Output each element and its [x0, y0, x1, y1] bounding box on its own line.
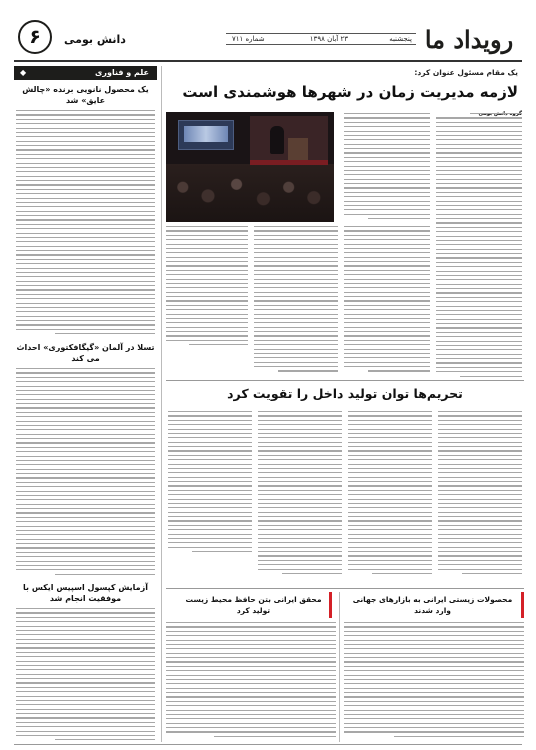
- middle-bottom-rule: [166, 588, 524, 589]
- middle-title: تحریم‌ها توان تولید داخل را تقویت کرد: [227, 386, 463, 401]
- weekday: پنجشنبه: [389, 35, 412, 43]
- middle-story: [166, 383, 524, 583]
- middle-col-2: [348, 411, 432, 579]
- lead-story: [166, 66, 524, 378]
- lead-col-2: [344, 113, 430, 223]
- photo-speaker: [270, 126, 284, 154]
- sidebar-story3-text: [16, 608, 155, 742]
- masthead-rule: [14, 60, 522, 62]
- date-strip: [226, 33, 416, 45]
- lead-col-3: [344, 226, 430, 378]
- photo-podium: [288, 138, 308, 160]
- story-b-title: محقق ایرانی بتن حافظ محیط زیست تولید کرد: [185, 595, 322, 615]
- sidebar-divider: [161, 66, 162, 742]
- sidebar-story1-text: [16, 110, 155, 337]
- publish-date: ۲۳ آبان ۱۳۹۸: [309, 35, 348, 43]
- bottom-divider: [339, 592, 340, 742]
- story-b-text: [166, 622, 336, 742]
- middle-col-3: [258, 411, 342, 579]
- page-bottom-rule: [14, 744, 522, 745]
- masthead: [0, 0, 536, 70]
- diamond-icon: ◆: [20, 68, 27, 77]
- story-a-text: [344, 622, 524, 742]
- photo-screen-glow: [184, 126, 228, 142]
- lead-bottom-rule: [166, 380, 524, 381]
- middle-col-4: [168, 411, 252, 579]
- sidebar-story2-text: [16, 368, 155, 578]
- bottom-story-b: [166, 592, 336, 742]
- lead-col-5: [166, 226, 248, 356]
- photo-audience: [166, 164, 334, 222]
- bottom-story-a: [344, 592, 524, 742]
- sidebar-label-bar: علم و فناوری ◆: [14, 66, 157, 80]
- newspaper-logo: رویداد ما: [424, 25, 514, 54]
- sidebar-story1-title: یک محصول نانویی برنده «چالش عایق» شد: [22, 85, 149, 105]
- section-label: دانش بومی: [64, 33, 126, 46]
- lead-kicker: یک مقام مسئول عنوان کرد:: [414, 68, 518, 77]
- middle-col-1: [438, 411, 522, 579]
- story-b-title-box: [178, 592, 332, 618]
- issue-number: شماره ۷۱۱: [232, 35, 265, 43]
- lead-col-1: [436, 113, 522, 378]
- lead-title: لازمه مدیریت زمان در شهرها هوشمندی است: [182, 83, 518, 101]
- page-number-badge: ۶: [18, 20, 52, 54]
- photo-red-banner: [250, 160, 328, 165]
- story-a-title-box: [344, 592, 524, 618]
- conference-photo: [166, 112, 334, 222]
- lead-col-4: [254, 226, 338, 378]
- story-a-title: محصولات زیستی ایرانی به بازارهای جهانی وارد شدند: [352, 595, 513, 615]
- sidebar-story3-title: آزمایش کپسول اسپیس ایکس با موفقیت انجام شد: [23, 583, 148, 603]
- sidebar: [14, 66, 157, 742]
- sidebar-story2-title: تسلا در آلمان «گیگافکتوری» احداث می کند: [16, 343, 155, 363]
